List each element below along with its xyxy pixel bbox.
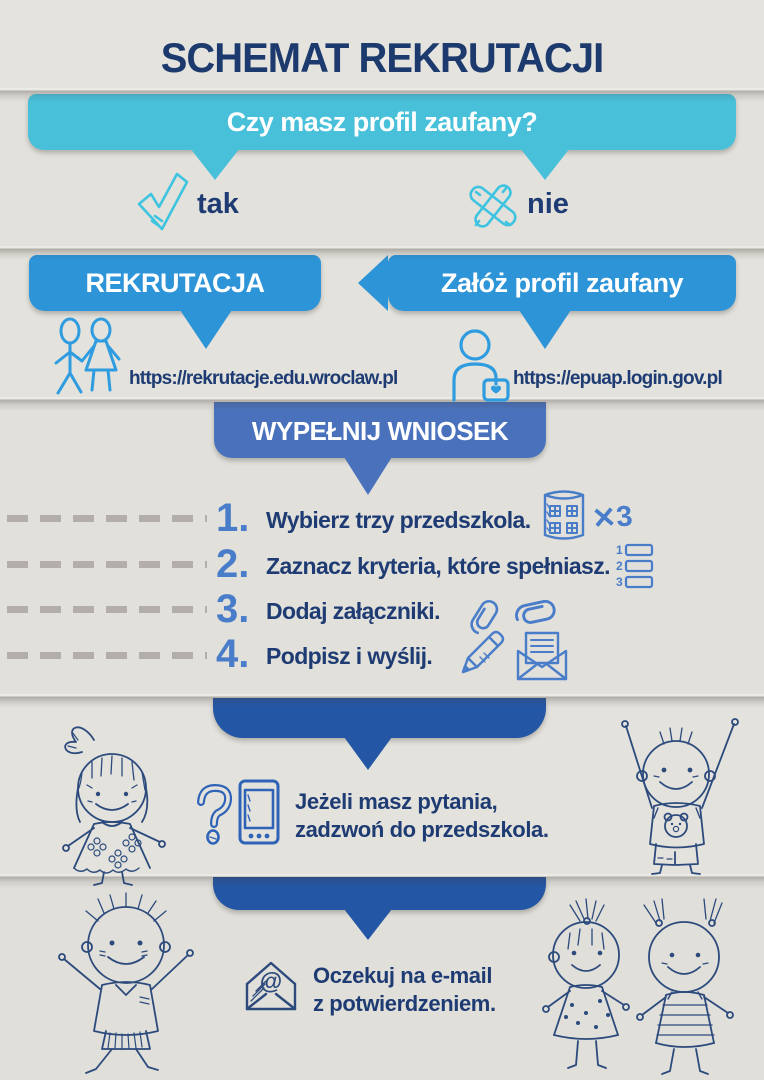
epuap-url-link[interactable]: https://epuap.login.gov.pl <box>513 368 722 389</box>
step-1-number: 1. <box>216 496 250 540</box>
email-at-icon <box>242 957 300 1015</box>
pointer-down-form <box>344 457 392 495</box>
question-banner-label: Czy masz profil zaufany? <box>226 107 538 137</box>
answer-no-label: nie <box>527 188 569 220</box>
form-banner-label: WYPEŁNIJ WNIOSEK <box>251 416 509 446</box>
step-4-text: Podpisz i wyślij. <box>266 643 433 669</box>
pointer-down-no <box>520 148 570 180</box>
trusted-profile-person-icon <box>446 328 510 402</box>
criteria-list-icon <box>614 543 654 589</box>
children-pair-icon <box>48 318 128 398</box>
step-4-number: 4. <box>216 632 250 676</box>
trusted-profile-banner <box>388 255 736 311</box>
step-3-text: Dodaj załączniki. <box>266 598 440 624</box>
x-icon <box>466 176 520 236</box>
pointer-down-rekrutacja <box>180 310 232 349</box>
rekrutacja-banner-label: REKRUTACJA <box>85 268 265 298</box>
pointer-down-info <box>344 737 392 770</box>
girl-doodle-left <box>48 712 180 888</box>
girls-doodle-bottom-right <box>526 893 744 1077</box>
kindergarten-building-icon <box>538 486 590 542</box>
info-banner <box>213 698 546 738</box>
rekrutacja-banner <box>29 255 321 311</box>
dashed-line <box>7 606 207 613</box>
pencil-icon <box>456 627 508 679</box>
step-2-number: 2. <box>216 542 250 586</box>
question-mark-icon <box>192 782 236 846</box>
phone-note-line1: Jeżeli masz pytania, <box>295 789 498 814</box>
boy-doodle-right <box>614 712 744 876</box>
rekrutacja-url-link[interactable]: https://rekrutacje.edu.wroclaw.pl <box>129 368 398 389</box>
pointer-down-trusted-profile <box>519 310 571 349</box>
pointer-down-confirm <box>344 909 392 940</box>
list-number-1: 1 <box>616 543 623 557</box>
page-title: SCHEMAT REKRUTACJI <box>160 34 604 81</box>
confirm-banner <box>213 877 546 910</box>
answer-yes-label: tak <box>197 188 239 220</box>
list-number-3: 3 <box>616 575 623 589</box>
times-three-badge: ✕3 <box>590 500 634 536</box>
mail-note-line2: z potwierdzeniem. <box>313 991 496 1016</box>
step-3-number: 3. <box>216 587 250 631</box>
check-icon <box>132 167 190 235</box>
question-banner <box>28 94 736 150</box>
boy-doodle-bottom-left <box>54 893 196 1077</box>
dashed-line <box>7 561 207 568</box>
phone-icon <box>237 778 281 846</box>
pointer-down-yes <box>190 148 240 180</box>
at-symbol: @ <box>259 968 283 994</box>
trusted-profile-banner-label: Załóż profil zaufany <box>440 268 684 298</box>
arrow-left-notch <box>358 255 388 311</box>
mail-note-line1: Oczekuj na e-mail <box>313 963 493 988</box>
phone-note-line2: zadzwoń do przedszkola. <box>295 817 549 842</box>
list-number-2: 2 <box>616 559 623 573</box>
dashed-line <box>7 652 207 659</box>
dashed-line <box>7 515 207 522</box>
step-1-text: Wybierz trzy przedszkola. <box>266 507 531 533</box>
letter-envelope-icon <box>514 629 570 681</box>
step-2-text: Zaznacz kryteria, które spełniasz. <box>266 553 610 579</box>
form-banner <box>214 402 546 458</box>
